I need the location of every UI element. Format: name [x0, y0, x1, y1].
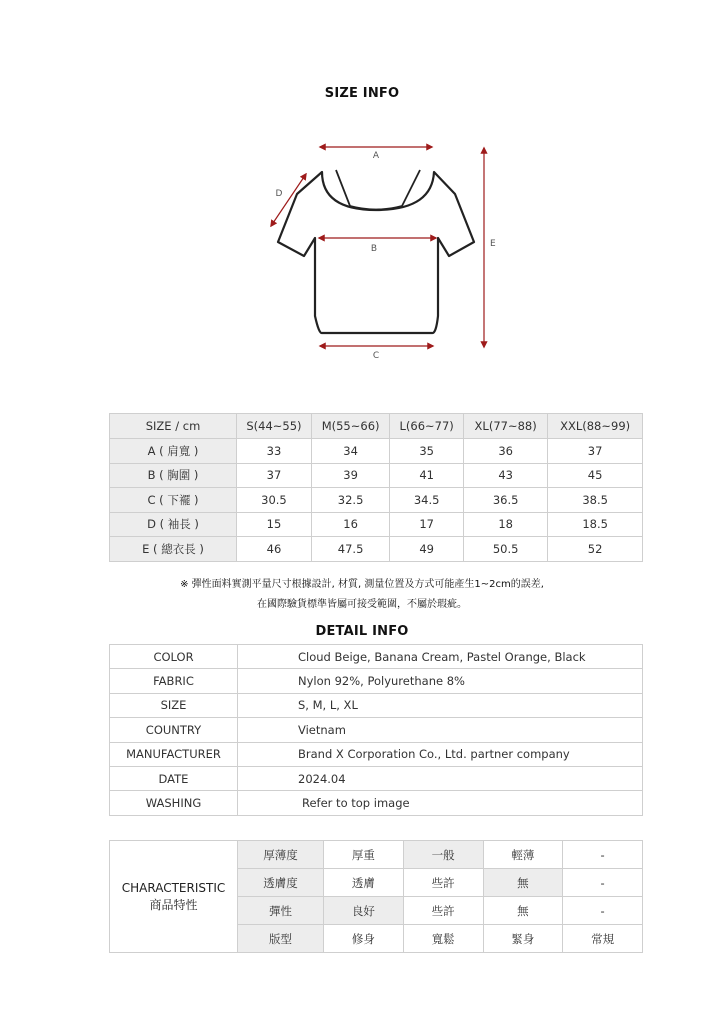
size-value: 47.5: [311, 537, 389, 562]
size-value: 34: [311, 439, 389, 464]
size-header-cell: S(44~55): [237, 414, 312, 439]
size-header-cell: XXL(88~99): [548, 414, 643, 439]
detail-info-title: DETAIL INFO: [315, 624, 409, 639]
characteristic-table: [109, 840, 643, 953]
property-option: 透膚: [324, 869, 404, 897]
measurement-note-line1: ※ 彈性面料實測平量尺寸根據設計, 材質, 測量位置及方式可能產生1~2cm的誤差,: [180, 579, 544, 590]
size-header-cell: SIZE / cm: [110, 414, 237, 439]
measurement-label: B ( 胸圍 ): [110, 463, 237, 488]
size-value: 41: [390, 463, 464, 488]
size-value: 43: [464, 463, 548, 488]
property-name: 版型: [238, 925, 324, 953]
property-option: 一般: [403, 841, 483, 869]
size-value: 34.5: [390, 488, 464, 513]
size-header-cell: XL(77~88): [464, 414, 548, 439]
table-row: [110, 488, 643, 513]
property-option: 寬鬆: [403, 925, 483, 953]
size-value: 17: [390, 512, 464, 537]
size-value: 18: [464, 512, 548, 537]
property-name: 彈性: [238, 897, 324, 925]
size-value: 38.5: [548, 488, 643, 513]
detail-value: Brand X Corporation Co., Ltd. partner company: [238, 742, 643, 766]
label-c: C: [372, 351, 380, 358]
size-value: 33: [237, 439, 312, 464]
table-row: [110, 791, 643, 815]
property-option: -: [563, 841, 643, 869]
table-row: [110, 463, 643, 488]
table-row: [110, 693, 643, 717]
detail-table: [109, 644, 643, 816]
property-option: 修身: [324, 925, 404, 953]
table-row: [110, 766, 643, 790]
size-header-cell: M(55~66): [311, 414, 389, 439]
label-b: B: [370, 244, 378, 254]
size-value: 46: [237, 537, 312, 562]
size-info-title: SIZE INFO: [324, 86, 400, 101]
table-row: [110, 439, 643, 464]
size-value: 16: [311, 512, 389, 537]
table-row: [110, 742, 643, 766]
detail-key: COUNTRY: [110, 718, 238, 742]
size-value: 36.5: [464, 488, 548, 513]
property-option: -: [563, 869, 643, 897]
size-value: 30.5: [237, 488, 312, 513]
garment-neckline: [336, 170, 420, 210]
property-name: 厚薄度: [238, 841, 324, 869]
size-value: 35: [390, 439, 464, 464]
property-option: 良好: [324, 897, 404, 925]
detail-key: COLOR: [110, 645, 238, 669]
size-value: 36: [464, 439, 548, 464]
measurement-label: A ( 肩寬 ): [110, 439, 237, 464]
table-row: [110, 841, 643, 869]
size-header-cell: L(66~77): [390, 414, 464, 439]
detail-value: 2024.04: [238, 766, 643, 790]
detail-key: DATE: [110, 766, 238, 790]
measurement-note-line2: 在國際驗貨標準皆屬可接受範圍，不屬於瑕疵。: [257, 599, 467, 610]
property-option: 些許: [403, 869, 483, 897]
property-option: -: [563, 897, 643, 925]
size-value: 45: [548, 463, 643, 488]
detail-key: MANUFACTURER: [110, 742, 238, 766]
size-value: 37: [548, 439, 643, 464]
size-value: 39: [311, 463, 389, 488]
label-e: E: [490, 239, 496, 249]
detail-key: FABRIC: [110, 669, 238, 693]
characteristic-label-en: CHARACTERISTIC: [121, 880, 226, 895]
table-row: [110, 645, 643, 669]
garment-diagram: [260, 138, 500, 358]
property-option: 常規: [563, 925, 643, 953]
property-option: 無: [483, 897, 563, 925]
detail-key: SIZE: [110, 693, 238, 717]
size-value: 37: [237, 463, 312, 488]
characteristic-label: [110, 841, 238, 953]
detail-value: S, M, L, XL: [238, 693, 643, 717]
table-row: [110, 718, 643, 742]
table-row: [110, 512, 643, 537]
measurement-label: E ( 總衣長 ): [110, 537, 237, 562]
measurement-label: D ( 袖長 ): [110, 512, 237, 537]
property-option: 厚重: [324, 841, 404, 869]
property-option: 輕薄: [483, 841, 563, 869]
size-value: 18.5: [548, 512, 643, 537]
size-value: 52: [548, 537, 643, 562]
detail-value: Vietnam: [238, 718, 643, 742]
size-table: [109, 413, 643, 562]
size-value: 15: [237, 512, 312, 537]
property-option: 緊身: [483, 925, 563, 953]
detail-value: Nylon 92%, Polyurethane 8%: [238, 669, 643, 693]
property-option: 些許: [403, 897, 483, 925]
property-option: 無: [483, 869, 563, 897]
property-name: 透膚度: [238, 869, 324, 897]
detail-key: WASHING: [110, 791, 238, 815]
characteristic-label-zh: 商品特性: [149, 897, 198, 912]
table-row: [110, 669, 643, 693]
measurement-label: C ( 下襬 ): [110, 488, 237, 513]
table-row: [110, 537, 643, 562]
detail-value: Cloud Beige, Banana Cream, Pastel Orange, Black: [238, 645, 643, 669]
size-table-header: [110, 414, 643, 439]
detail-value: Refer to top image: [238, 791, 643, 815]
size-value: 49: [390, 537, 464, 562]
size-value: 50.5: [464, 537, 548, 562]
size-value: 32.5: [311, 488, 389, 513]
label-d: D: [275, 189, 283, 199]
label-a: A: [372, 151, 380, 161]
